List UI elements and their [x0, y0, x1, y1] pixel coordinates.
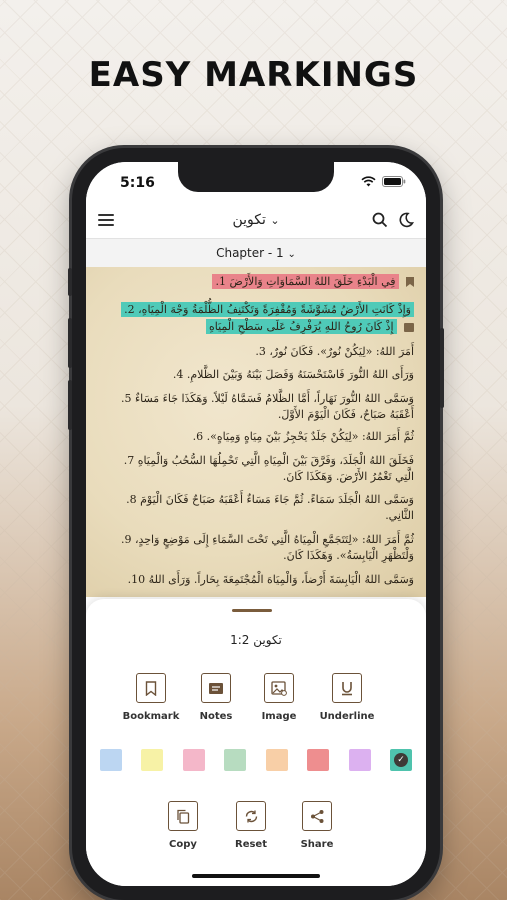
sheet-handle[interactable] [232, 609, 272, 612]
verse[interactable]: ثُمَّ أَمَرَ اللهُ: «لِيَكُنْ جَلَدٌ يَحْجِزُ بَيْنَ مِيَاهٍ وَمِيَاهٍ». 6. [192, 430, 414, 443]
bookmark-button[interactable]: Bookmark [118, 673, 184, 722]
color-swatch[interactable] [224, 749, 246, 771]
chevron-down-icon: ⌄ [270, 214, 280, 227]
color-swatch[interactable] [100, 749, 122, 771]
chevron-down-icon: ⌄ [287, 249, 296, 260]
check-icon: ✓ [394, 753, 408, 767]
home-indicator [192, 874, 320, 878]
verse[interactable]: فَخَلَقَ اللهُ الْجَلَدَ، وَفَرَّقَ بَيْنَ الْمِيَاهِ الَّتِي تَحْمِلُهَا السُّحُبُ وَالْمِيَاهِ 7. الَّتِي تَغْمُرُ الأَرْضَ. وَهَكَذَا كَانَ. [123, 454, 414, 483]
color-swatch[interactable] [390, 749, 412, 771]
verse-list [86, 267, 426, 597]
share-button[interactable]: Share [284, 801, 350, 850]
chapter-label: Chapter - 1 [216, 246, 284, 260]
sheet-title: تكوين 1:2 [230, 633, 282, 647]
image-icon [271, 681, 287, 696]
verse[interactable]: فِي الْبَدْءِ خَلَقَ اللهُ السَّمَاوَاتِ وَالأَرْضَ 1. [98, 275, 414, 288]
verse[interactable]: وَسَمَّى اللهُ النُّورَ نَهَاراً، أَمَّا الظَّلامُ فَسَمَّاهُ لَيْلاً. وَهَكَذَا جَاءَ مَسَاءٌ 5. أَعْقَبَهُ صَبَاحٌ، فَكَانَ الْيَوْمَ الأَوَّلَ. [120, 392, 414, 421]
book-title: تكوين [232, 212, 266, 228]
image-button[interactable]: Image [246, 673, 312, 722]
reset-button[interactable]: Reset [218, 801, 284, 850]
nav-bar [86, 204, 426, 238]
note-icon [404, 323, 414, 332]
underline-button[interactable]: Underline [314, 673, 380, 722]
share-icon [310, 809, 325, 824]
notes-icon [208, 682, 224, 695]
moon-icon[interactable] [398, 212, 414, 228]
wifi-icon [361, 176, 376, 187]
color-swatch[interactable] [307, 749, 329, 771]
color-swatch[interactable] [183, 749, 205, 771]
verse[interactable]: وَسَمَّى اللهُ الْجَلَدَ سَمَاءً. ثُمَّ جَاءَ مَسَاءٌ أَعْقَبَهُ صَبَاحٌ فَكَانَ الْيَوْمَ 8. الثَّانِي. [126, 493, 414, 522]
status-time: 5:16 [120, 175, 155, 191]
chapter-selector[interactable] [86, 238, 426, 268]
copy-icon [176, 809, 190, 824]
notes-button[interactable]: Notes [183, 673, 249, 722]
verse[interactable]: وَرَأَى اللهُ النُّورَ فَاسْتَحْسَنَهُ وَفَصَلَ بَيْنَهُ وَبَيْنَ الظَّلامِ. 4. [172, 368, 414, 381]
status-bar [86, 162, 426, 204]
notch [178, 162, 334, 192]
color-swatch[interactable] [266, 749, 288, 771]
color-swatch[interactable] [349, 749, 371, 771]
verse[interactable]: وَإِذْ كَانَتِ الأَرْضُ مُشَوَّشَةً وَمُقْفِرَةً وَتَكْتَنِفُ الظُّلْمَةُ وَجْهَ الْمِيَاهِ، 2. إِذْ كَانَ رُوحُ اللهِ يُرَفْرِفُ عَلَى سَطْحِ الْمِيَاهِ [98, 301, 414, 335]
headline: EASY MARKINGS [88, 55, 419, 95]
marking-sheet [86, 599, 426, 886]
search-icon[interactable] [372, 212, 388, 228]
bookmark-icon [406, 277, 414, 287]
bookmark-icon [145, 681, 157, 696]
verse[interactable]: وَسَمَّى اللهُ الْيَابِسَةَ أَرْضاً، وَالْمِيَاهَ الْمُجْتَمِعَةَ بِحَاراً. وَرَأَى اللهُ 10. [127, 573, 414, 586]
underline-icon [340, 681, 354, 696]
phone-screen [86, 162, 426, 886]
color-swatch[interactable] [141, 749, 163, 771]
battery-icon [382, 176, 406, 187]
color-palette [100, 749, 412, 771]
copy-button[interactable]: Copy [150, 801, 216, 850]
phone-frame [72, 148, 440, 900]
verse[interactable]: أَمَرَ اللهُ: «لِيَكُنْ نُورٌ». فَكَانَ نُورٌ، 3. [255, 345, 414, 358]
verse[interactable]: ثُمَّ أَمَرَ اللهُ: «لِتَتَجَمَّعِ الْمِيَاهُ الَّتِي تَحْتَ السَّمَاءِ إِلَى مَوْضِعٍ وَاحِدٍ، 9. وَلْتَظْهَرِ الْيَابِسَةُ». وَهَكَذَا كَانَ. [120, 533, 414, 562]
reset-icon [244, 809, 259, 824]
